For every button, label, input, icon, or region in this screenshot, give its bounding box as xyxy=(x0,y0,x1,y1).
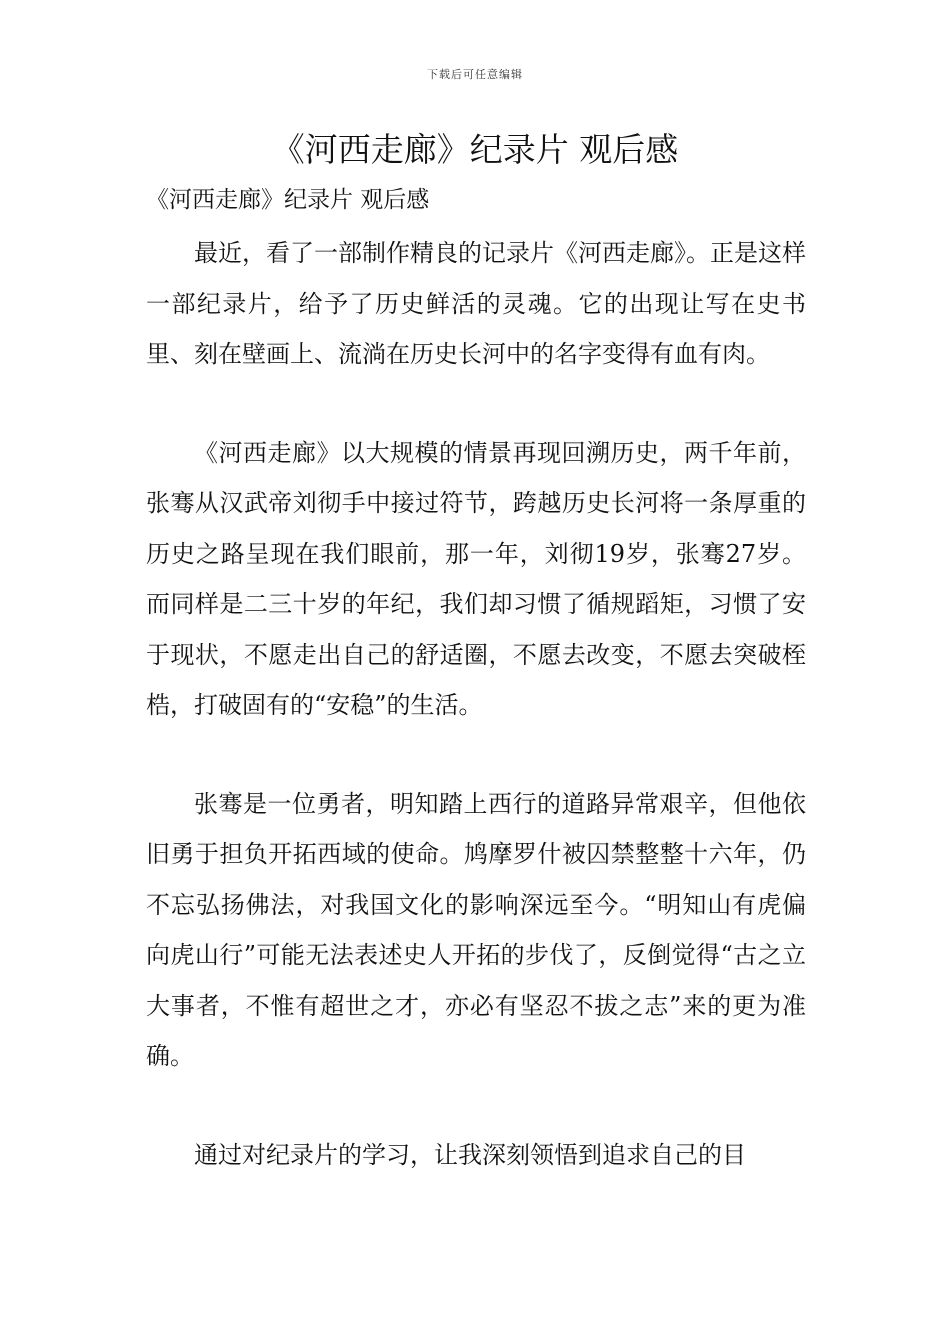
paragraph-2: 《河西走廊》以大规模的情景再现回溯历史，两千年前，张骞从汉武帝刘彻手中接过符节，跨越历史长河将一条厚重的历史之路呈现在我们眼前，那一年，刘彻19岁，张骞27岁。而同样是二三十岁的年纪，我们却习惯了循规蹈矩，习惯了安于现状，不愿走出自己的舒适圈，不愿去改变，不愿去突破桎梏，打破固有的“安稳”的生活。 xyxy=(146,438,806,719)
paragraph-3: 张骞是一位勇者，明知踏上西行的道路异常艰辛，但他依旧勇于担负开拓西域的使命。鸠摩罗什被囚禁整整十六年，仍不忘弘扬佛法，对我国文化的影响深远至今。“明知山有虎偏向虎山行”可能无法表述史人开拓的步伐了，反倒觉得“古之立大事者，不惟有超世之才，亦必有坚忍不拔之志”来的更为准确。 xyxy=(146,789,806,1070)
document-title: 《河西走廊》纪录片 观后感 xyxy=(271,130,679,169)
paragraph-1: 最近，看了一部制作精良的记录片《河西走廊》。正是这样一部纪录片，给予了历史鲜活的灵魂。它的出现让写在史书里、刻在壁画上、流淌在历史长河中的名字变得有血有肉。 xyxy=(146,239,806,368)
document-body xyxy=(146,178,806,1180)
paragraph-4: 通过对纪录片的学习，让我深刻领悟到追求自己的目 xyxy=(194,1140,746,1169)
document-subtitle: 《河西走廊》纪录片 观后感 xyxy=(146,187,430,213)
header-note: 下载后可任意编辑 xyxy=(427,68,523,81)
